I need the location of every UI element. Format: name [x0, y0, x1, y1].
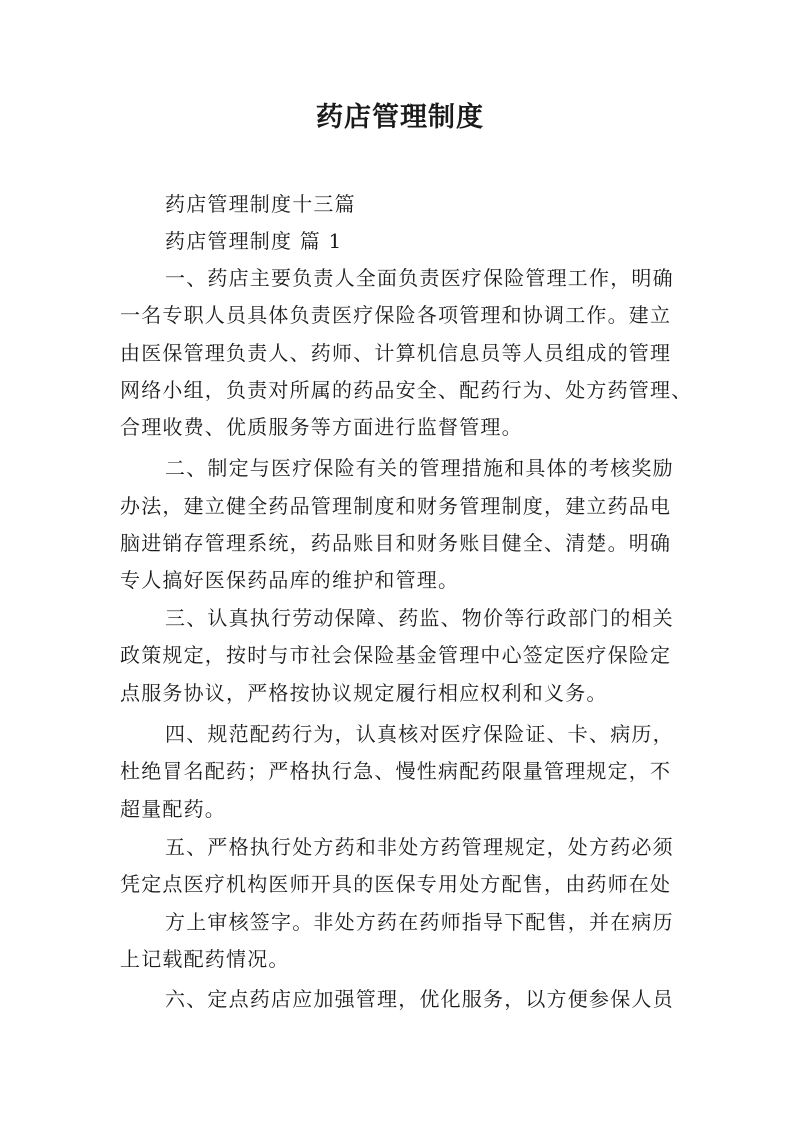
text-line: 凭定点医疗机构医师开具的医保专用处方配售，由药师在处: [120, 872, 672, 896]
text-line: 杜绝冒名配药；严格执行急、慢性病配药限量管理规定，不: [120, 759, 672, 783]
text-line: 一名专职人员具体负责医疗保险各项管理和协调工作。建立: [120, 303, 672, 327]
text-line: 点服务协议，严格按协议规定履行相应权利和义务。: [120, 681, 608, 705]
text-line: 六、定点药店应加强管理，优化服务，以方便参保人员: [165, 987, 674, 1011]
text-line: 方上审核签字。非处方药在药师指导下配售，并在病历: [165, 910, 674, 934]
text-line: 由医保管理负责人、药师、计算机信息员等人员组成的管理: [120, 341, 672, 365]
text-line: 办法，建立健全药品管理制度和财务管理制度，建立药品电: [120, 494, 672, 518]
text-line: 二、制定与医疗保险有关的管理措施和具体的考核奖励: [165, 456, 674, 480]
text-line: 超量配药。: [120, 797, 226, 821]
document-title: 药店管理制度: [316, 102, 484, 133]
text-line: 脑进销存管理系统，药品账目和财务账目健全、清楚。明确: [120, 531, 672, 555]
text-line: 政策规定，按时与市社会保险基金管理中心签定医疗保险定: [120, 643, 672, 667]
text-line: 专人搞好医保药品库的维护和管理。: [120, 568, 460, 592]
text-line: 药店管理制度十三篇: [165, 192, 356, 216]
text-line: 三、认真执行劳动保障、药监、物价等行政部门的相关: [165, 606, 674, 630]
text-line: 一、药店主要负责人全面负责医疗保险管理工作，明确: [165, 266, 674, 290]
text-line: 药店管理制度 篇 1: [165, 229, 343, 253]
text-line: 上记载配药情况。: [120, 947, 290, 971]
text-line: 五、严格执行处方药和非处方药管理规定，处方药必须: [165, 835, 674, 859]
text-line: 合理收费、优质服务等方面进行监督管理。: [120, 415, 523, 439]
text-line: 网络小组，负责对所属的药品安全、配药行为、处方药管理、: [120, 378, 693, 402]
text-line: 四、规范配药行为，认真核对医疗保险证、卡、病历，: [165, 722, 674, 746]
